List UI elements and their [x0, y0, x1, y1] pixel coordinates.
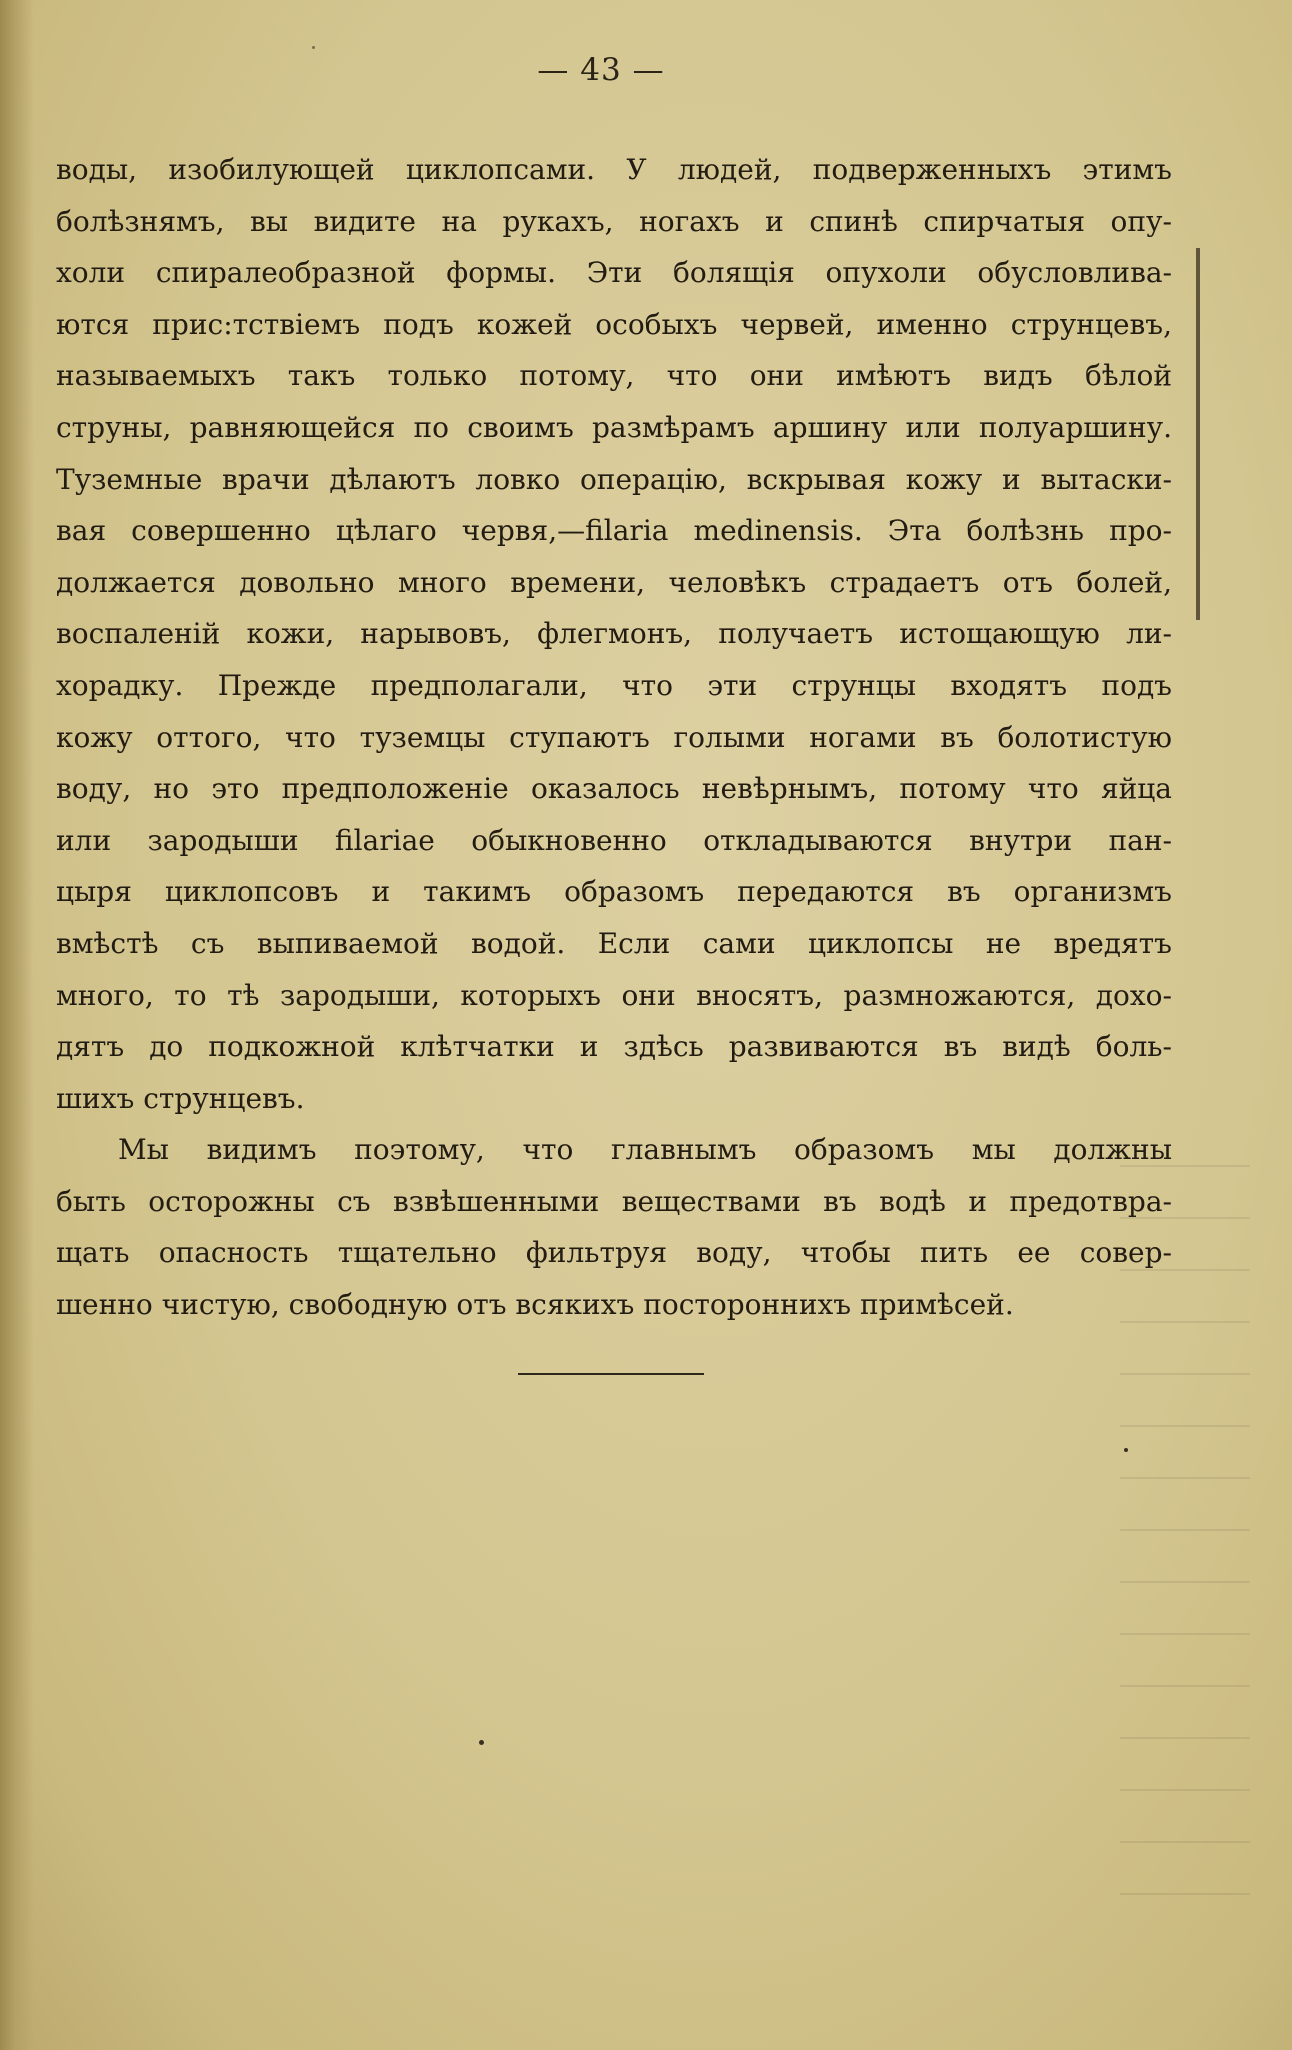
- spine-shadow: [0, 0, 34, 2050]
- text-line: много, то тѣ зародыши, которыхъ они вносятъ, размножаются, дохо-: [56, 978, 1172, 1012]
- text-line: Туземные врачи дѣлаютъ ловко операцію, вскрывая кожу и вытаски-: [56, 462, 1172, 496]
- text-line: щать опасность тщательно фильтруя воду, чтобы пить ее совер-: [56, 1236, 1172, 1270]
- paragraph: [56, 1124, 1172, 1330]
- ink-speck: [1124, 1448, 1128, 1452]
- text-line: болѣзнямъ, вы видите на рукахъ, ногахъ и спинѣ спирчатыя опу-: [56, 204, 1172, 238]
- body-text: [56, 144, 1172, 1331]
- text-line: струны, равняющейся по своимъ размѣрамъ аршину или полуаршину.: [56, 410, 1172, 444]
- text-line: Мы видимъ поэтому, что главнымъ образомъ мы должны: [118, 1133, 1172, 1167]
- text-line: шенно чистую, свободную отъ всякихъ постороннихъ примѣсей.: [56, 1288, 1014, 1322]
- text-line: холи спиралеобразной формы. Эти болящія опухоли обусловлива-: [56, 256, 1172, 290]
- ink-speck: [312, 46, 315, 49]
- text-line: ются прис:тствіемъ подъ кожей особыхъ червей, именно струнцевъ,: [56, 307, 1172, 341]
- text-line: вмѣстѣ съ выпиваемой водой. Если сами циклопсы не вредятъ: [56, 926, 1172, 960]
- margin-mark: [1196, 248, 1200, 620]
- paragraph: [56, 144, 1172, 1124]
- ink-speck: [479, 1740, 484, 1745]
- text-line: хорадку. Прежде предполагали, что эти струнцы входятъ подъ: [56, 668, 1172, 702]
- text-line: быть осторожны съ взвѣшенными веществами въ водѣ и предотвра-: [56, 1184, 1172, 1218]
- text-line: воспаленій кожи, нарывовъ, флегмонъ, получаетъ истощающую ли-: [56, 617, 1172, 651]
- text-line: дятъ до подкожной клѣтчатки и здѣсь развиваются въ видѣ боль-: [56, 1030, 1172, 1064]
- text-line: вая совершенно цѣлаго червя,—filaria medinensis. Эта болѣзнь про-: [56, 514, 1172, 548]
- text-line: воду, но это предположеніе оказалось невѣрнымъ, потому что яйца: [56, 772, 1172, 806]
- text-line: должается довольно много времени, человѣкъ страдаетъ отъ болей,: [56, 565, 1172, 599]
- text-line: кожу оттого, что туземцы ступаютъ голыми ногами въ болотистую: [56, 720, 1172, 754]
- text-line: цыря циклопсовъ и такимъ образомъ передаются въ организмъ: [56, 875, 1172, 909]
- text-line: шихъ струнцевъ.: [56, 1081, 305, 1115]
- text-line: называемыхъ такъ только потому, что они имѣютъ видъ бѣлой: [56, 359, 1172, 393]
- text-line: или зародыши filariae обыкновенно откладываются внутри пан-: [56, 823, 1172, 857]
- text-line: воды, изобилующей циклопсами. У людей, подверженныхъ этимъ: [56, 153, 1172, 186]
- page-number: — 43 —: [537, 52, 665, 88]
- section-divider: [518, 1373, 704, 1375]
